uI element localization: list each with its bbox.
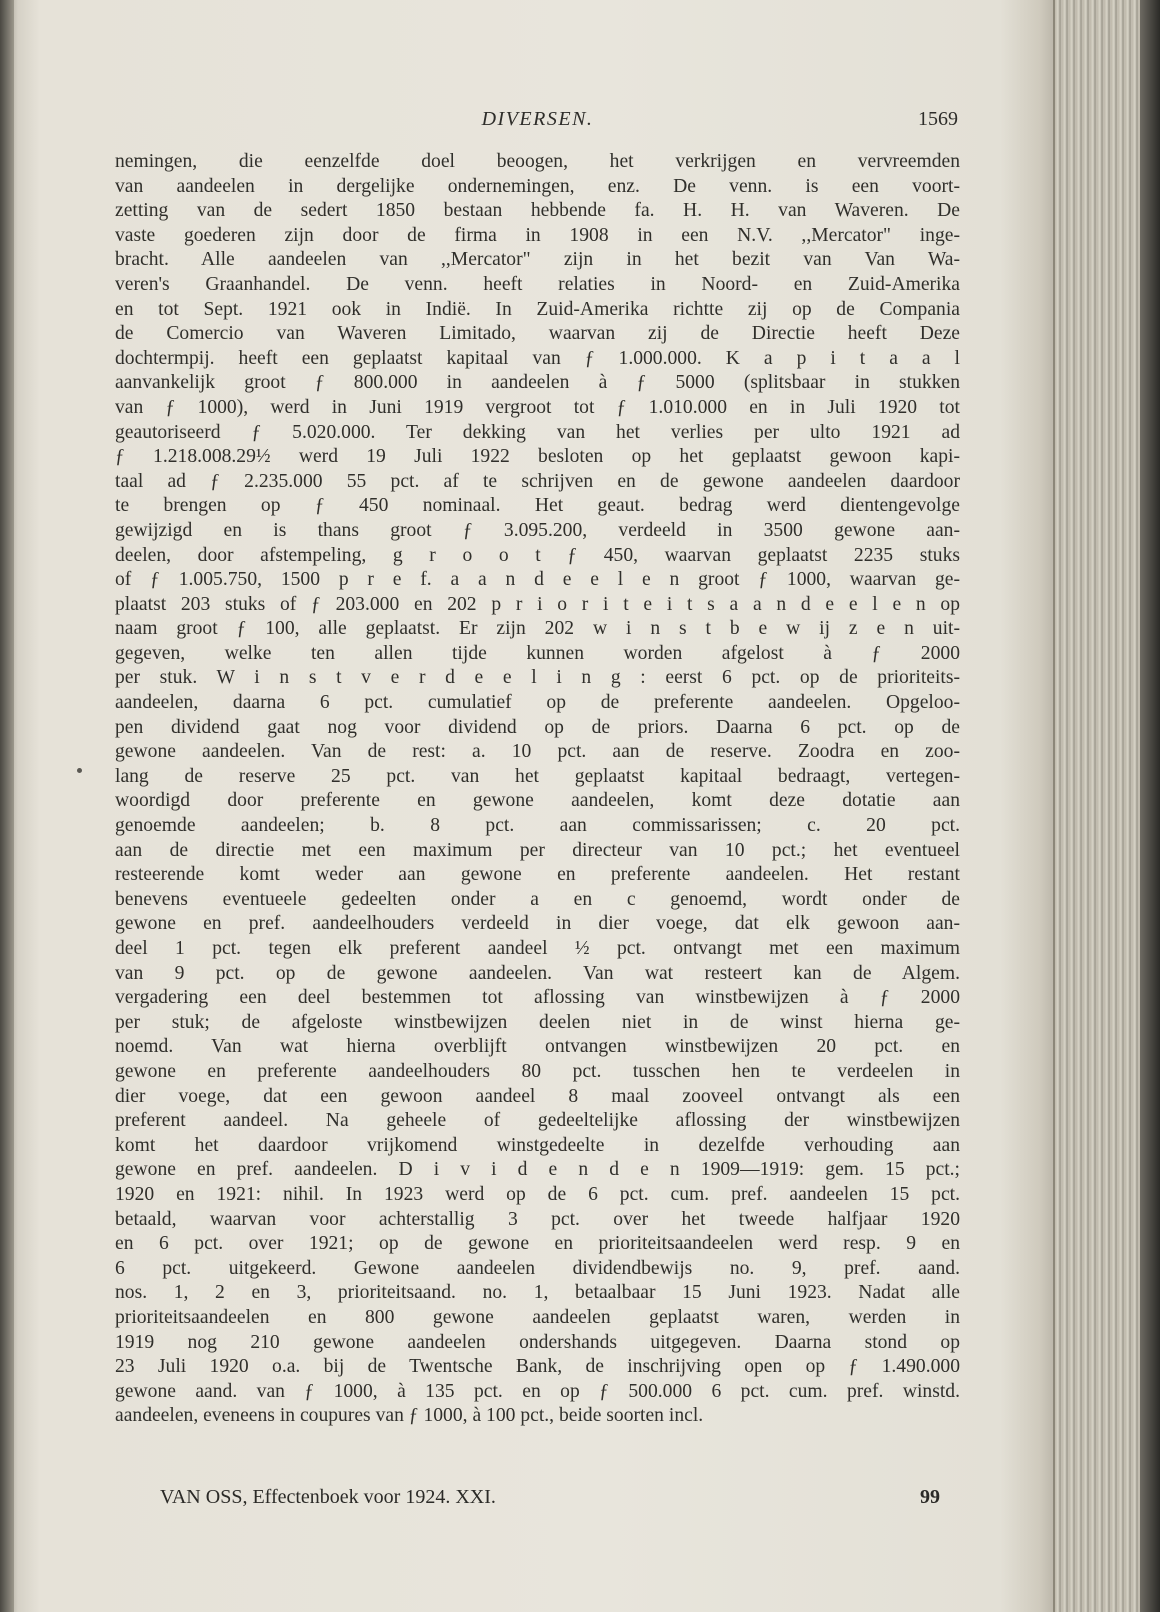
text-line: nos. 1, 2 en 3, prioriteitsaand. no. 1, betaalbaar 15 Juni 1923. Nadat alle xyxy=(115,1282,960,1304)
text-line: dier voege, dat een gewoon aandeel 8 maal zooveel ontvangt als een xyxy=(115,1085,960,1107)
footer-title: VAN OSS, Effectenboek voor 1924. XXI. xyxy=(160,1486,496,1508)
text-line: plaatst 203 stuks of ƒ 203.000 en 202 p r i o r i t e i t s a a n d e e l e n op xyxy=(115,593,960,615)
text-line: lang de reserve 25 pct. van het geplaatst kapitaal bedraagt, vertegen- xyxy=(115,765,960,787)
text-line: betaald, waarvan voor achterstallig 3 pct. over het tweede halfjaar 1920 xyxy=(115,1208,960,1230)
text-line: van 9 pct. op de gewone aandeelen. Van wat resteert kan de Algem. xyxy=(115,962,960,984)
text-line: benevens eventueele gedeelten onder a en c genoemd, wordt onder de xyxy=(115,888,960,910)
signature-mark: 99 xyxy=(920,1486,940,1508)
text-line: per stuk. W i n s t v e r d e e l i n g : eerst 6 pct. op de prioriteits- xyxy=(115,667,960,689)
text-line: gegeven, welke ten allen tijde kunnen worden afgelost à ƒ 2000 xyxy=(115,642,960,664)
page-footer xyxy=(160,1486,940,1516)
text-line: prioriteitsaandeelen en 800 gewone aandeelen geplaatst waren, werden in xyxy=(115,1306,960,1328)
text-line: naam groot ƒ 100, alle geplaatst. Er zijn 202 w i n s t b e w ij z e n uit- xyxy=(115,618,960,640)
text-line: vergadering een deel bestemmen tot aflossing van winstbewijzen à ƒ 2000 xyxy=(115,987,960,1009)
text-line: ƒ 1.218.008.29½ werd 19 Juli 1922 besloten op het geplaatst gewoon kapi- xyxy=(115,446,960,468)
running-title: DIVERSEN. xyxy=(481,108,594,130)
text-line: van aandeelen in dergelijke ondernemingen, enz. De venn. is een voort- xyxy=(115,175,960,197)
text-line: nemingen, die eenzelfde doel beoogen, het verkrijgen en vervreemden xyxy=(115,151,960,172)
text-line: genoemde aandeelen; b. 8 pct. aan commissarissen; c. 20 pct. xyxy=(115,815,960,837)
text-line: gewijzigd en is thans groot ƒ 3.095.200, verdeeld in 3500 gewone aan- xyxy=(115,519,960,541)
text-line: gewone en preferente aandeelhouders 80 pct. tusschen hen te verdeelen in xyxy=(115,1060,960,1082)
text-line: gewone aandeelen. Van de rest: a. 10 pct. aan de reserve. Zoodra en zoo- xyxy=(115,741,960,763)
page-number: 1569 xyxy=(918,108,958,130)
text-line: en tot Sept. 1921 ook in Indië. In Zuid-Amerika richtte zij op de Compania xyxy=(115,298,960,320)
page-header xyxy=(115,108,960,144)
text-line: veren's Graanhandel. De venn. heeft relaties in Noord- en Zuid-Amerika xyxy=(115,273,960,295)
text-line: per stuk; de afgeloste winstbewijzen deelen niet in de winst hierna ge- xyxy=(115,1011,960,1033)
text-line: 6 pct. uitgekeerd. Gewone aandeelen dividendbewijs no. 9, pref. aand. xyxy=(115,1257,960,1279)
text-line: 1920 en 1921: nihil. In 1923 werd op de 6 pct. cum. pref. aandeelen 15 pct. xyxy=(115,1183,960,1205)
text-line: van ƒ 1000), werd in Juni 1919 vergroot tot ƒ 1.010.000 en in Juli 1920 tot xyxy=(115,396,960,418)
body-text xyxy=(115,150,960,1429)
text-line: dochtermpij. heeft een geplaatst kapitaal van ƒ 1.000.000. K a p i t a a l xyxy=(115,347,960,369)
text-line: geautoriseerd ƒ 5.020.000. Ter dekking van het verlies per ulto 1921 ad xyxy=(115,421,960,443)
text-line: pen dividend gaat nog voor dividend op de priors. Daarna 6 pct. op de xyxy=(115,716,960,738)
margin-dot xyxy=(77,768,82,773)
text-line: gewone aand. van ƒ 1000, à 135 pct. en op ƒ 500.000 6 pct. cum. pref. winstd. xyxy=(115,1380,960,1402)
text-line: gewone en pref. aandeelhouders verdeeld in dier voege, dat elk gewoon aan- xyxy=(115,913,960,935)
text-line: komt het daardoor vrijkomend winstgedeelte in dezelfde verhouding aan xyxy=(115,1134,960,1156)
text-line: of ƒ 1.005.750, 1500 p r e f. a a n d e e l e n groot ƒ 1000, waarvan ge- xyxy=(115,569,960,591)
text-line: deelen, door afstempeling, g r o o t ƒ 450, waarvan geplaatst 2235 stuks xyxy=(115,544,960,566)
text-line: noemd. Van wat hierna overblijft ontvangen winstbewijzen 20 pct. en xyxy=(115,1036,960,1058)
text-line: taal ad ƒ 2.235.000 55 pct. af te schrijven en de gewone aandeelen daardoor xyxy=(115,470,960,492)
text-line: gewone en pref. aandeelen. D i v i d e n d e n 1909—1919: gem. 15 pct.; xyxy=(115,1159,960,1181)
text-line: te brengen op ƒ 450 nominaal. Het geaut. bedrag werd dientengevolge xyxy=(115,495,960,517)
text-line: preferent aandeel. Na geheele of gedeeltelijke aflossing der winstbewijzen xyxy=(115,1110,960,1132)
text-line: resteerende komt weder aan gewone en preferente aandeelen. Het restant xyxy=(115,864,960,886)
book-spine xyxy=(0,0,14,1612)
text-line: de Comercio van Waveren Limitado, waarvan zij de Directie heeft Deze xyxy=(115,323,960,345)
text-line: zetting van de sedert 1850 bestaan hebbende fa. H. H. van Waveren. De xyxy=(115,200,960,222)
text-line: bracht. Alle aandeelen van ,,Mercator" zijn in het bezit van Van Wa- xyxy=(115,249,960,271)
text-line: 23 Juli 1920 o.a. bij de Twentsche Bank, de inschrijving open op ƒ 1.490.000 xyxy=(115,1356,960,1378)
text-line: 1919 nog 210 gewone aandeelen ondershands uitgegeven. Daarna stond op xyxy=(115,1331,960,1353)
page-edges xyxy=(1053,0,1160,1612)
text-line: aan de directie met een maximum per directeur van 10 pct.; het eventueel xyxy=(115,839,960,861)
text-line: woordigd door preferente en gewone aandeelen, komt deze dotatie aan xyxy=(115,790,960,812)
text-line: deel 1 pct. tegen elk preferent aandeel ½ pct. ontvangt met een maximum xyxy=(115,938,960,959)
text-line: aandeelen, daarna 6 pct. cumulatief op de preferente aandeelen. Opgeloo- xyxy=(115,692,960,714)
text-line: aandeelen, eveneens in coupures van ƒ 1000, à 100 pct., beide soorten incl. xyxy=(115,1405,704,1427)
text-line: vaste goederen zijn door de firma in 1908 in een N.V. ,,Mercator" inge- xyxy=(115,224,960,246)
text-line: aanvankelijk groot ƒ 800.000 in aandeelen à ƒ 5000 (splitsbaar in stukken xyxy=(115,372,960,394)
text-line: en 6 pct. over 1921; op de gewone en prioriteitsaandeelen werd resp. 9 en xyxy=(115,1233,960,1255)
